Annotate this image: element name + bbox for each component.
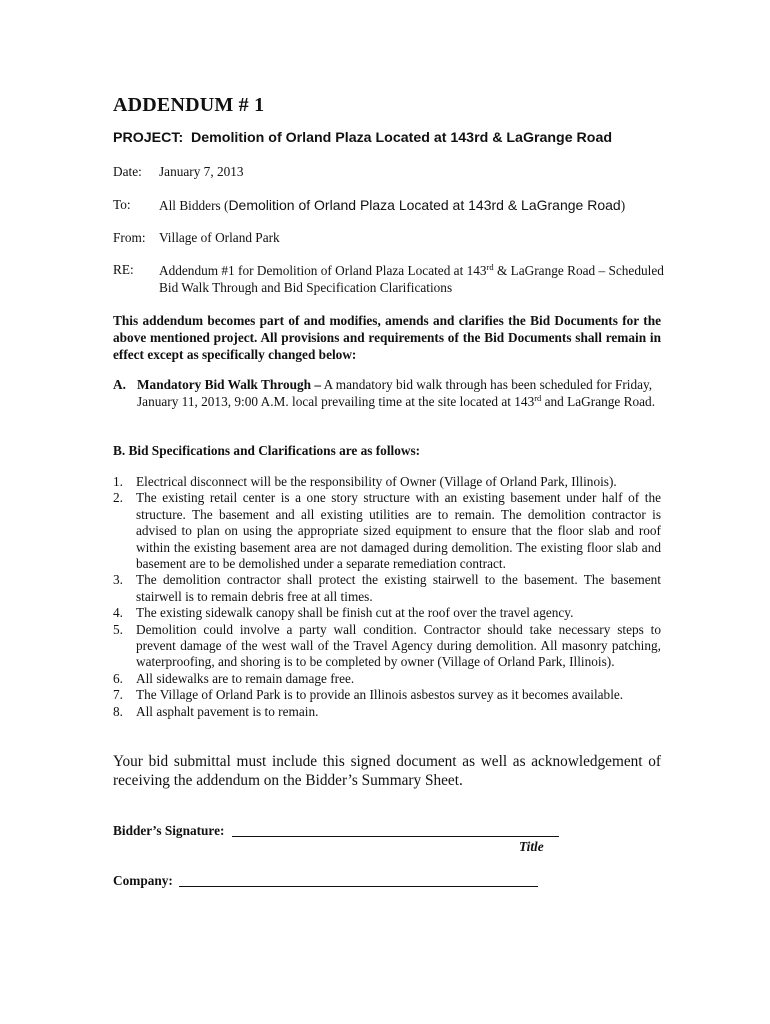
date-value: January 7, 2013 [159,164,244,179]
signature-label: Bidder’s Signature: [113,823,225,838]
from-label: From: [113,230,146,245]
signature-line[interactable] [232,836,559,837]
project-label: PROJECT [113,130,179,146]
section-b-heading: B. Bid Specifications and Clarifications are as follows: [113,443,421,458]
section-a [113,376,661,410]
list-item: 3. The demolition contractor shall protect the existing stairwell to the basement. The basement stairwell is to remain debris free at all times. [113,572,661,604]
section-a-heading: Mandatory Bid Walk Through – [137,377,322,392]
list-item: 5. Demolition could involve a party wall condition. Contractor should take necessary steps to prevent damage of the west wall of the Travel Agency during demolition. All masonry patching, waterproofing, and shoring is to be completed by owner (Village of Orland Park, Illinois). [113,621,661,670]
list-item: 6. All sidewalks are to remain damage free. [113,670,355,686]
clarifications-list [113,474,661,720]
to-label: To: [113,197,131,212]
re-value: Addendum #1 for Demolition of Orland Plaza Located at 143rd & LaGrange Road – Scheduled Bid Walk Through and Bid Specification Clarifications [159,262,664,295]
list-item: 2. The existing retail center is a one story structure with an existing basement under half of the structure. The basement and all existing utilities are to remain. The demolition contractor is advised to plan on using the appropriate sized equipment to ensure that the floor slab and roof within the existing basement area are not damaged during demolition. The existing floor slab and basement are to be demolished under a separate remediation contract. [113,490,661,572]
to-prefix: All Bidders ( [159,198,229,213]
from-value: Village of Orland Park [159,230,280,245]
closing-paragraph: Your bid submittal must include this signed document as well as acknowledgement of receiving the addendum on the Bidder’s Summary Sheet. [113,753,661,789]
to-project: Demolition of Orland Plaza Located at 143rd & LaGrange Road [228,197,621,213]
project-line: PROJECT: Demolition of Orland Plaza Located at 143rd & LaGrange Road [113,130,613,146]
date-label: Date: [113,164,142,179]
to-value [159,197,625,214]
re-label: RE: [113,262,134,277]
document-title: ADDENDUM # 1 [113,94,265,116]
list-item: 8. All asphalt pavement is to remain. [113,703,319,719]
list-item: 1. Electrical disconnect will be the responsibility of Owner (Village of Orland Park, Illinois). [113,474,617,489]
signature-title-label: Title [519,839,544,854]
to-suffix: ) [620,198,626,213]
company-label: Company: [113,873,173,888]
section-a-body: Mandatory Bid Walk Through – A mandatory bid walk through has been scheduled for Friday, January 11, 2013, 9:00 A.M. local prevailing time at the site located at 143rd and LaGrange Road. [137,377,656,409]
project-value: Demolition of Orland Plaza Located at 143rd & LaGrange Road [191,130,613,146]
list-item: 4. The existing sidewalk canopy shall be finish cut at the roof over the travel agency. [113,605,574,621]
list-item: 7. The Village of Orland Park is to provide an Illinois asbestos survey as it becomes available. [113,687,624,703]
section-a-letter: A. [113,377,126,392]
intro-paragraph: This addendum becomes part of and modifies, amends and clarifies the Bid Documents for the above mentioned project. All provisions and requirements of the Bid Documents shall remain in effect except as specifically changed below: [113,313,661,362]
company-line[interactable] [179,886,538,887]
